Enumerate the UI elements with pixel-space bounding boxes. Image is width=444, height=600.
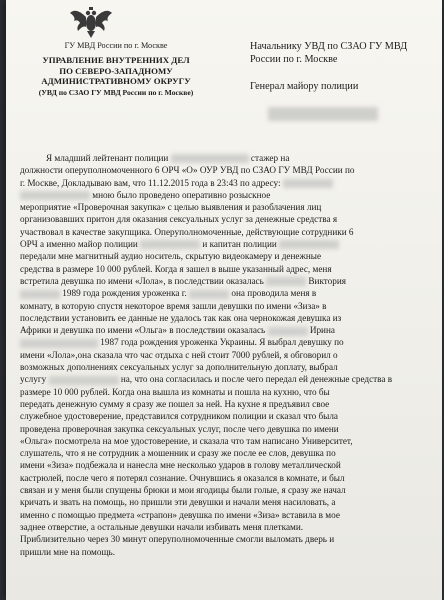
eagle-emblem-icon — [68, 5, 114, 39]
document-page — [6, 0, 442, 600]
org-line-1: УПРАВЛЕНИЕ ВНУТРЕННИХ ДЕЛ — [42, 55, 190, 65]
body-line: 1989 года рождения уроженка г. она проводила меня в — [20, 287, 434, 299]
body-line: заднее отверстие, а остальные девушки начали избивать меня плетками. — [20, 521, 304, 532]
org-line-3: АДМИНИСТРАТИВНОМУ ОКРУГУ — [41, 76, 191, 86]
body-line: слушатель, что я не сотрудник а мошенник и сразу же после ее слов, девушка по — [20, 448, 336, 459]
body-line: услугу на, что она согласилась и после чего передал ей денежные средства в — [20, 374, 393, 385]
body-line: передать денежную сумму я сразу же пошел за ней. На кухне я предъявил свое — [20, 398, 330, 409]
body-line: размере 10 000 рублей. Когда она вышла из комнаты и пошла на кухню, что бы — [20, 386, 330, 397]
body-line: мероприятие «Проверочная закупка» с целью выявления и разоблачения лиц — [20, 202, 322, 213]
body-line: 1987 года рождения уроженка Украины. Я выбрал девушку по — [20, 336, 434, 348]
body-line: средства в размере 10 000 рублей. Когда я зашел в выше указанный адрес, меня — [20, 263, 332, 274]
body-line: должности оперуполномоченного 6 ОРЧ «О» ОУР УВД по СЗАО ГУ МВД России по — [20, 165, 355, 176]
body-line: передали мне магнитный аудио носитель, скрытую видеокамеру и денежные — [20, 251, 322, 262]
report-body — [20, 152, 434, 558]
addressee-line-1: Начальнику УВД по СЗАО ГУ МВД — [250, 41, 408, 52]
body-line: Африки и девушка по имени «Ольга» в последствии оказалась Ирина — [20, 325, 335, 336]
redacted-service — [49, 376, 119, 385]
addressee-rank: Генерал майору полиции — [250, 81, 359, 92]
body-line: Я младший лейтенант полиции стажер на — [46, 153, 290, 163]
redacted-name — [20, 339, 98, 348]
body-line: «Ольга» посмотрела на мое удостоверение, и сказала что там написано Университет, — [20, 435, 353, 446]
body-line: связан и у меня были спущены брюки и мои ягодицы были голые, я сразу же начал — [20, 485, 346, 496]
redacted-name — [266, 277, 306, 286]
body-line: служебное удостоверение, представился сотрудником полиции и сказал что была — [20, 411, 339, 422]
body-line: последствии установить ее данные не удалось так как она чернокожая девушка из — [20, 312, 342, 323]
redacted-name — [20, 290, 60, 299]
body-line: кричать и звать на помощь, но пришли эти девушки и начали меня насиловать, а — [20, 497, 336, 508]
body-line: мною было проведено оперативно розыскное — [20, 189, 434, 201]
addressee-line-2: России по г. Москве — [250, 54, 338, 65]
body-line: комнату, в которую спустя некоторое время зашли девушки по имени «Зиза» в — [20, 300, 327, 311]
body-line: организовавших притон для оказания сексуальных услуг за денежные средства я — [20, 214, 338, 225]
redacted-address — [20, 191, 90, 200]
body-line: имени «Зиза» подбежала и нанесла мне несколько ударов в голову металлической — [20, 460, 341, 471]
body-line: Приблизительно через 30 минут оперуполномоченные смогли выломать дверь и — [20, 534, 335, 545]
body-line: проведена проверочная закупка сексуальных услуг, после чего девушка по имени — [20, 423, 339, 434]
redacted-city — [189, 290, 229, 299]
org-short-name: (УВД по СЗАО ГУ МВД России по г. Москве) — [38, 87, 194, 97]
addressee-block — [250, 40, 440, 93]
ministry-name: ГУ МВД России по г. Москве — [64, 41, 168, 50]
redacted-addressee-name — [268, 107, 378, 121]
body-line: ОРЧ а именно майор полиции и капитан полиции — [20, 238, 434, 250]
body-line: кастрюлей, после чего я потерял сознание. Очнувшись я оказался в комнате, и был — [20, 472, 345, 483]
body-line: пришли мне на помощь. — [20, 546, 116, 557]
body-line: встретила девушка по имени «Лола», в последствии оказалась Виктория — [20, 275, 347, 286]
body-line: участвовал в качестве закупщика. Оперуполномоченные, действующие сотрудники 6 — [20, 226, 354, 237]
redacted-name — [279, 240, 339, 249]
redacted-address — [283, 179, 333, 188]
body-line: возможных дополнениях сексуальных услуг за дополнительную доплату, выбрал — [20, 362, 338, 373]
org-line-2: ПО СЕВЕРО-ЗАПАДНОМУ — [59, 65, 173, 76]
body-line: имени «Лола»,она сказала что час отдыха с ней стоит 7000 рублей, я обговорил о — [20, 349, 338, 360]
body-line: именно с помощью предмета «страпон» девушка по имени «Зиза» вставила в мое — [20, 509, 340, 520]
body-line: г. Москве, Докладываю вам, что 11.12.2015 года в 23:43 по адресу: — [20, 177, 434, 189]
redacted-name — [171, 154, 249, 163]
organization-block — [16, 40, 216, 98]
redacted-name — [140, 240, 200, 249]
redacted-name — [268, 327, 308, 336]
